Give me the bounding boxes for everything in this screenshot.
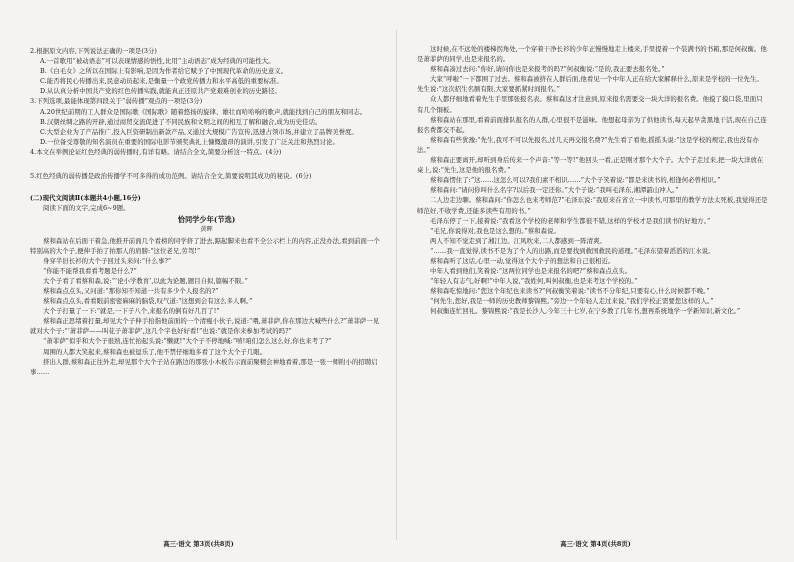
story-paragraph: 挤出人群,蔡和森正往外走,却见那个大个子站在路边的那张小木板告示面前聚精会神地看着,那是一张一师附小的招聘启事…… (30, 357, 378, 376)
q5: 5.红色经典的弱传播是政治传播学不可多得的成功范例。请结合全文,简要说明其成功的秘诀。(6分) (30, 172, 312, 181)
right-page (397, 0, 794, 562)
section-instruction: 阅读下面的文字,完成6~9题。 (43, 204, 130, 213)
q3-stem: 3.下列选项,最能体现第四段关于“弱传播”观点的一项是(3分) (30, 97, 203, 106)
story-paragraph: “毛兄,你说得对,我也是这么想的。”蔡和森说。 (430, 226, 560, 235)
story-paragraph: 蔡和森有些犹豫:“先生,我可不可以先报名,过几天再交报名费?”先生看了看他,摇摇头说:“这是学校的规定,我也没有办法。” (417, 135, 759, 154)
story-title: 恰同学少年(节选) (177, 215, 236, 225)
story-paragraph: 中年人看到他们,笑着说:“这两位同学也是来报名的吧?”蔡和森点点头。 (430, 267, 632, 276)
story-paragraph: “年轻人有志气,好啊!”中年人说,“我姓何,叫何叔衡,也是来考这个学校的。” (430, 277, 638, 286)
q3-option-b: B.汉朝丝绸之路的开辟,通过商贸交流促进了不同民族和文明之间的相互了解和融合,成为历史佳话。 (40, 117, 322, 126)
story-paragraph: 蔡和森站在后面干着急,他推开前面几个看榜的同学挤了进去,踮起脚来也看不全公示栏上的内容,正没办法,看到前面一个特别高的大个子,便伸手拍了拍那人的肩膀:“这位老兄,劳驾!” (30, 236, 380, 255)
story-paragraph: 蔡和森愣住了:“这……这怎么可以?我们素不相识……”大个子笑着说:“都是来读书的,相逢何必曾相识。” (430, 176, 721, 185)
story-paragraph: 二人边走边聊。蔡和森问:“你怎么也来考师范?”毛泽东说:“我原来在省立一中读书,可那里的教学方法太死板,我觉得还是师范好,不收学费,还能多读些有用的书。” (417, 196, 768, 215)
story-paragraph: 蔡和森凑过去问:“你好,请问你也是来报考的吗?”何叔衡说:“是的,我正要去报名处。” (430, 65, 665, 74)
section-heading: (二)现代文阅读Ⅱ(本题共4小题,16分) (30, 194, 141, 203)
q2-option-a: A.一首歌用“被动语态”可以表现情感的悟性,比用“主动语态”成为经典的可能性大。 (40, 57, 275, 66)
story-paragraph: 大个子看了看蔡和森,说:“‘论小学教育’,以此为论题,题目自拟,篇幅不限。” (43, 276, 248, 285)
story-paragraph: 蔡和森听了这话,心里一动,觉得这个大个子的想法和自己很相近。 (430, 256, 615, 265)
story-paragraph: 众人都仔细地看着先生手里那张报名表。蔡和森这才注意到,原来报名需要交一块大洋的报名费。他摸了摸口袋,里面只有几个铜板。 (417, 95, 763, 114)
q2-option-c: C.能否将民心传播出来,民意动员起来,是衡量一个政党传播力和水平高低的重要标准。 (40, 77, 283, 86)
page-footer-left: 高三·语文 第3页(共8页) (163, 540, 234, 548)
story-paragraph: “何先生,您好,我是一师的历史教师黎锦熙。”旁边一个年轻人走过来说,“我们学校正需要您这样的人。” (430, 297, 714, 306)
story-paragraph: 大家“呼啦”一下都围了过去。蔡和森被挤在人群后面,他看见一个中年人正在给大家解释什么,原来是学校的一位先生。先生说:“这次招生名额有限,大家要抓紧时间报名。” (417, 75, 763, 94)
story-paragraph: 何叔衡连忙回礼。黎锦熙说:“我是长沙人,今年三十七岁,在宁乡教了几年书,想再系统地学一学新知识,新文化。” (430, 307, 741, 316)
q3-option-d: D.一位备受尊敬的知名演员在重要的国际电影节颁奖典礼上慷慨激昂的演讲,引发了广泛关注和热烈讨论。 (40, 137, 339, 146)
story-paragraph: 蔡和森正思绪着打量,却见大个子伸手抬指他前面的一个清瘦小伙子,说道:“喂,萧菲萨,你在那边大喊些什么?”萧菲萨一见就对大个子:“‘萧菲萨——叫花子萧菲萨’,这几个字也好好看!”也说:“就是你来参加考试的吗?” (30, 317, 380, 336)
q3-option-a: A.20世纪前期的工人群众是国际歌《国际歌》随着悠扬的旋律、雄壮而哈哈响的歌声,就能找到自己的朋友和同志。 (40, 107, 367, 116)
story-paragraph: 蔡和森正要离开,却听到身后传来一个声音:“等一等!”他回头一看,正是刚才那个大个子。大个子走过来,把一块大洋放在桌上,说:“先生,这是他的报名费。” (417, 156, 764, 175)
page-footer-right: 高三·语文 第4页(共8页) (560, 540, 631, 548)
story-paragraph: 身穿半旧长衫的大个子回过头来问:“什么事?” (43, 256, 172, 265)
story-paragraph: 大个子打量了一下:“就是,一下子八个,来报名的倒有好几百了!” (43, 307, 220, 316)
story-paragraph: 蔡和森点点头,又问道:“那你知不知道一共有多少个人报名的?” (43, 286, 219, 295)
q2-option-d: D.从认真分析中国共产党的红色传播实践,就能真正还原共产党艰难创业的历史路径。 (40, 87, 281, 96)
q4: 4.本文在举例论证红色经典的弱传播时,有详有略。请结合全文,简要分析这一特点。(4分) (30, 147, 282, 156)
q2-option-b: B.《白毛女》之所以在国际上有影响,是因为作者给它赋予了中国现代革命的历史意义。 (40, 67, 288, 76)
story-paragraph: 毛泽东停了一下,接着说:“我看这个学校的老师和学生都很不错,这样的学校才是我们读书的好地方。” (430, 216, 711, 225)
story-paragraph: 周围的人都大笑起来,蔡和森也被逗乐了,他不禁仔细地多看了这个大个子几眼。 (43, 347, 267, 356)
story-author: 黄晖 (200, 226, 213, 234)
story-paragraph: “萧菲萨”似乎和大个子很熟,连忙抬起头说:“懒就!”大个子不停地喊:“嘻!咱们怎么这么好,你也来考了?” (43, 337, 332, 346)
story-paragraph: 蔡和森吃惊地问:“您这个年纪也来读书?”何叔衡笑着说:“读书不分年纪,只要有心,什么时候都不晚。” (430, 287, 710, 296)
q3-option-c: C.大型企业为了产品推广,投入巨资研制出新款产品,又通过大规模广告宣传,迅速占领市场,并建立了品牌美誉度。 (40, 127, 358, 136)
q2-stem: 2.根据原文内容,下列说法正确的一项是(3分) (30, 47, 157, 55)
story-paragraph: 蔡和森站在那里,看着前面排队报名的人群,心里很不是滋味。他想起母亲为了供他读书,每天起早贪黑地干活,现在自己连报名费都交不起。 (417, 115, 767, 134)
story-paragraph: “你能不能帮我看看考题是什么?” (43, 266, 137, 275)
story-paragraph: 两人不知不觉走到了湘江边。江风吹来,二人都感到一阵清爽。 (430, 236, 606, 245)
story-paragraph: 蔡和森点点头,看看眼前密密麻麻的脑袋,叹气道:“这想到会有这么多人啊。” (43, 297, 253, 306)
story-paragraph: 蔡和森问:“请问你叫什么名字?以后我一定还你。”大个子说:“我叫毛泽东,湘潭韶山冲人。” (430, 186, 679, 195)
story-paragraph: 这时候,在不远处的楼梯拐角处,一个穿着干净长衫的少年正慢慢地走上楼来,手里提着一个装满书的书箱,那是何叔衡。他是萧菲萨的同学,也是来报名的。 (417, 45, 767, 64)
story-paragraph: “……我一直觉得,读书不是为了个人的出路,而是要找到救国救民的道理。”毛泽东望着滔滔的江水说。 (430, 246, 715, 255)
